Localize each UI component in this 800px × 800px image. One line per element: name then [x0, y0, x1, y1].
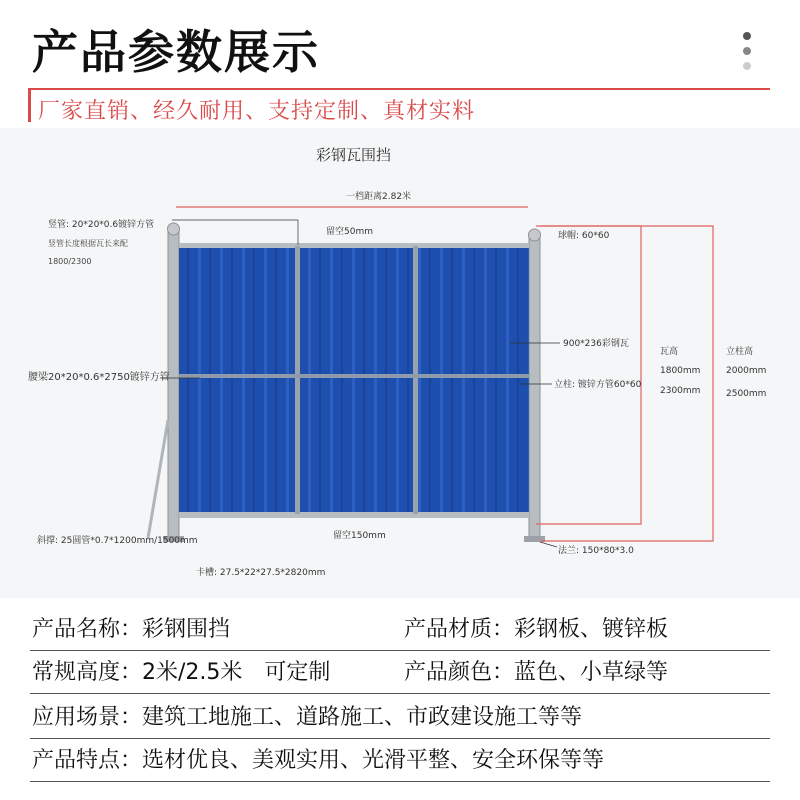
slogan: 厂家直销、经久耐用、支持定制、真材实料 — [38, 99, 476, 124]
post-height-value: 2000mm — [726, 366, 767, 376]
left-post — [168, 232, 179, 540]
spec-name: 产品名称：彩钢围挡 — [32, 617, 231, 642]
top-rail — [179, 243, 529, 248]
gap-bottom-label: 留空150mm — [333, 531, 386, 541]
page-title: 产品参数展示 — [32, 25, 320, 79]
slot-label: 卡槽: 27.5*22*27.5*2820mm — [196, 568, 326, 578]
spec-color: 产品颜色：蓝色、小草绿等 — [404, 660, 669, 685]
spec-row — [30, 645, 770, 694]
diagonal-brace — [148, 420, 168, 538]
spec-row — [30, 602, 770, 651]
brace-label: 斜撑: 25圆管*0.7*1200mm/1500mm — [37, 536, 198, 546]
tile-height-title: 瓦高 — [660, 347, 679, 357]
more-menu-icon[interactable] — [740, 32, 754, 77]
flange-label: 法兰: 150*80*3.0 — [558, 546, 634, 556]
spec-row — [30, 690, 770, 739]
left-ball-cap — [168, 223, 180, 235]
post-height-title: 立柱高 — [726, 347, 754, 357]
span-label: 一档距离2.82米 — [346, 192, 412, 202]
right-post — [529, 238, 540, 540]
waist-beam — [179, 374, 529, 378]
spec-row — [30, 733, 770, 782]
slogan-accent-bar — [28, 88, 31, 122]
header-divider — [30, 88, 770, 90]
waist-beam-label: 腰梁20*20*0.6*2750镀锌方管 — [28, 372, 170, 383]
bottom-slot-rail — [179, 512, 529, 518]
vertical-pipe-lengths: 1800/2300 — [48, 257, 92, 266]
dot-icon — [743, 47, 751, 55]
spec-height: 常规高度：2米/2.5米 可定制 — [32, 660, 331, 685]
dot-icon — [743, 62, 751, 70]
vertical-pipe-label: 竖管: 20*20*0.6镀锌方管 — [48, 220, 155, 230]
dot-icon — [743, 32, 751, 40]
ball-cap-label: 球帽: 60*60 — [558, 231, 610, 241]
spec-material: 产品材质：彩钢板、镀锌板 — [404, 617, 669, 642]
diagram-title: 彩钢瓦围挡 — [316, 146, 392, 164]
tile-height-dimension — [536, 226, 641, 524]
gap-top-label: 留空50mm — [326, 227, 373, 237]
post-label: 立柱: 镀锌方管60*60 — [554, 380, 642, 390]
sheet-label: 900*236彩钢瓦 — [563, 339, 629, 349]
tile-height-value: 2300mm — [660, 386, 701, 396]
vertical-pipe — [295, 246, 300, 514]
post-height-value: 2500mm — [726, 389, 767, 399]
vertical-pipe-note: 竖管长度根据瓦长来配 — [48, 239, 128, 248]
vertical-pipe — [413, 246, 418, 514]
spec-usage: 应用场景：建筑工地施工、道路施工、市政建设施工等等 — [32, 705, 583, 730]
steel-sheet-panel — [179, 246, 529, 512]
right-ball-cap — [529, 229, 541, 241]
tile-height-value: 1800mm — [660, 366, 701, 376]
spec-features: 产品特点：选材优良、美观实用、光滑平整、安全环保等等 — [32, 748, 605, 773]
